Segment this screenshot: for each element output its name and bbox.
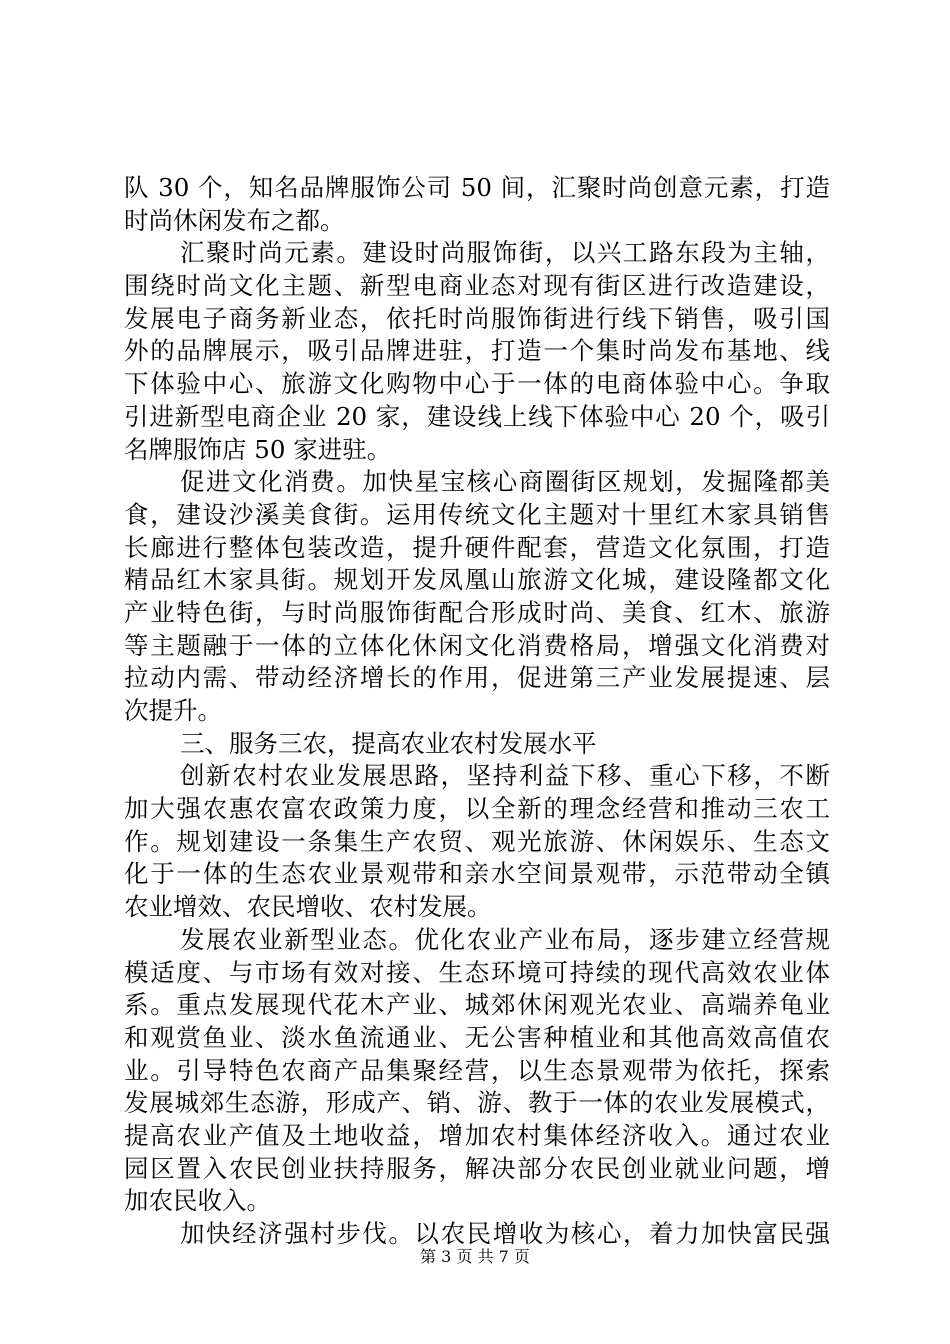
text-line: 产业特色街，与时尚服饰街配合形成时尚、美食、红木、旅游 — [124, 597, 830, 627]
text-line: 模适度、与市场有效对接、生态环境可持续的现代高效农业体 — [124, 957, 830, 987]
text-line: 等主题融于一体的立体化休闲文化消费格局，增强文化消费对 — [124, 630, 830, 660]
text-line: 创新农村农业发展思路，坚持利益下移、重心下移，不断 — [180, 761, 830, 791]
text-line: 农业增效、农民增收、农村发展。 — [124, 892, 492, 922]
text-line: 次提升。 — [124, 696, 222, 725]
text-line: 业。引导特色农商产品集聚经营，以生态景观带为依托，探索 — [124, 1055, 830, 1085]
text-line: 外的品牌展示，吸引品牌进驻，打造一个集时尚发布基地、线 — [124, 336, 830, 366]
text-line: 和观赏鱼业、淡水鱼流通业、无公害种植业和其他高效高值农 — [124, 1022, 830, 1052]
text-line: 发展城郊生态游，形成产、销、游、教于一体的农业发展模式， — [124, 1088, 830, 1118]
text-line: 园区置入农民创业扶持服务，解决部分农民创业就业问题，增 — [124, 1153, 830, 1183]
text-line: 精品红木家具街。规划开发凤凰山旅游文化城，建设隆都文化 — [124, 565, 830, 595]
text-line: 发展农业新型业态。优化农业产业布局，逐步建立经营规 — [180, 924, 830, 954]
text-line: 拉动内需、带动经济增长的作用，促进第三产业发展提速、层 — [124, 663, 830, 693]
text-line: 加快经济强村步伐。以农民增收为核心，着力加快富民强 — [180, 1219, 830, 1248]
section-heading: 三、服务三农，提高农业农村发展水平 — [180, 728, 597, 758]
text-line: 名牌服饰店 50 家进驻。 — [124, 434, 392, 464]
text-line: 促进文化消费。加快星宝核心商圈街区规划，发掘隆都美 — [180, 467, 830, 497]
text-line: 围绕时尚文化主题、新型电商业态对现有街区进行改造建设， — [124, 271, 830, 301]
text-line: 系。重点发展现代花木产业、城郊休闲观光农业、高端养龟业 — [124, 990, 830, 1020]
text-line: 化于一体的生态农业景观带和亲水空间景观带，示范带动全镇 — [124, 859, 830, 889]
text-line: 发展电子商务新业态，依托时尚服饰街进行线下销售，吸引国 — [124, 303, 830, 333]
text-line: 引进新型电商企业 20 家，建设线上线下体验中心 20 个，吸引 — [124, 401, 830, 431]
text-line: 时尚休闲发布之都。 — [124, 205, 345, 235]
text-line: 作。规划建设一条集生产农贸、观光旅游、休闲娱乐、生态文 — [124, 826, 830, 856]
body-text — [124, 172, 830, 1251]
text-line: 长廊进行整体包装改造，提升硬件配套，营造文化氛围，打造 — [124, 532, 830, 562]
text-line: 队 30 个，知名品牌服饰公司 50 间，汇聚时尚创意元素，打造 — [124, 173, 830, 202]
text-line: 汇聚时尚元素。建设时尚服饰街，以兴工路东段为主轴， — [180, 238, 830, 268]
page-number-footer: 第 3 页 共 7 页 — [420, 1247, 530, 1266]
text-line: 食，建设沙溪美食街。运用传统文化主题对十里红木家具销售 — [124, 499, 830, 529]
text-line: 加农民收入。 — [124, 1186, 271, 1216]
text-line: 提高农业产值及土地收益，增加农村集体经济收入。通过农业 — [124, 1120, 830, 1150]
text-line: 加大强农惠农富农政策力度，以全新的理念经营和推动三农工 — [124, 794, 830, 824]
text-line: 下体验中心、旅游文化购物中心于一体的电商体验中心。争取 — [124, 369, 830, 399]
